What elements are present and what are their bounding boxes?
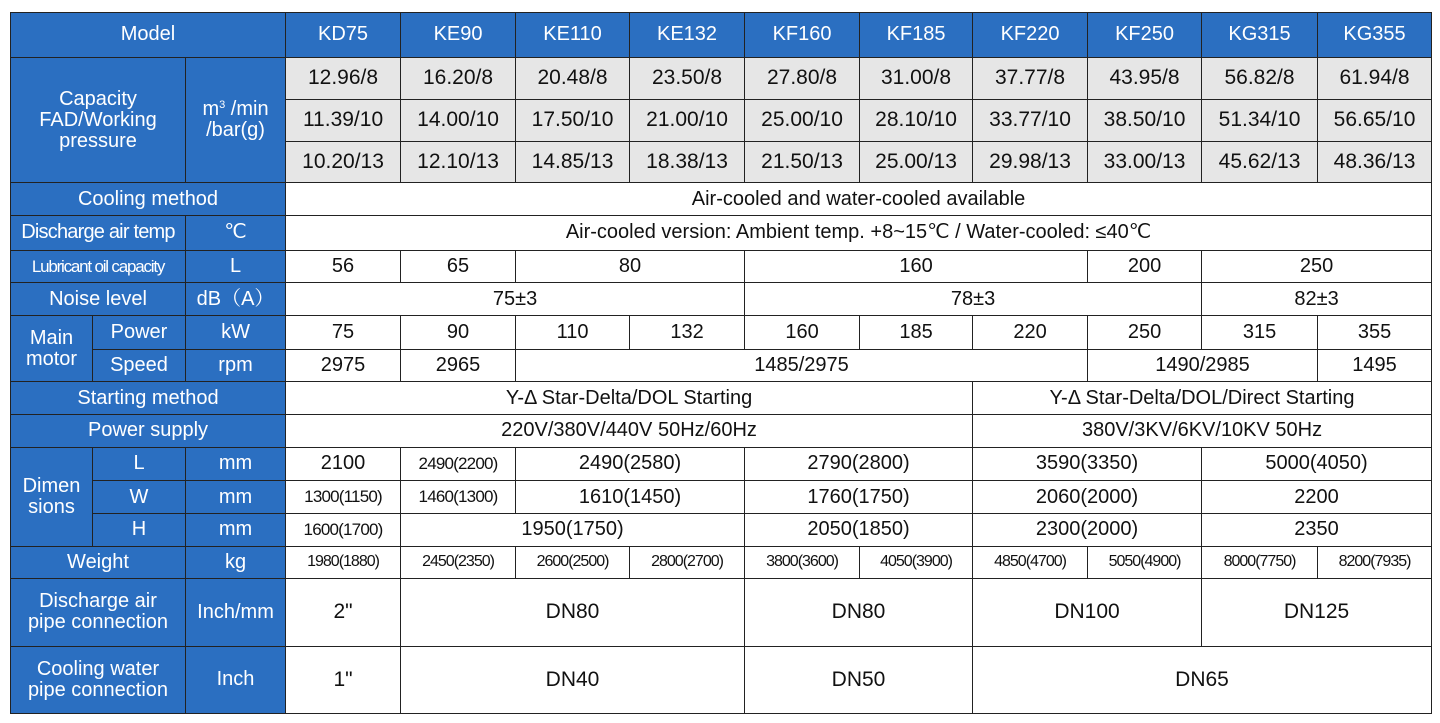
dimension-l-cell: 2790(2800)	[745, 447, 973, 481]
capacity-unit-line2: /bar(g)	[206, 119, 265, 142]
model-cell: KE132	[630, 13, 745, 58]
capacity-unit	[186, 57, 286, 182]
capacity-cell: 43.95/8	[1088, 57, 1202, 99]
dimension-w-cell: 2060(2000)	[973, 481, 1202, 514]
model-label: Model	[11, 13, 286, 58]
power-cell: 355	[1318, 315, 1432, 349]
capacity-cell: 12.96/8	[286, 57, 401, 99]
capacity-unit-m: m	[202, 98, 220, 121]
lubricant-cell: 80	[516, 250, 745, 283]
power-supply-row	[11, 414, 1432, 447]
dimension-h-cell: 1950(1750)	[401, 513, 745, 546]
capacity-cell: 12.10/13	[401, 141, 516, 183]
lubricant-unit: L	[186, 250, 286, 283]
capacity-cell: 38.50/10	[1088, 99, 1202, 141]
discharge-pipe-label	[11, 579, 186, 646]
dimension-l-cell: 2100	[286, 447, 401, 481]
starting-row	[11, 382, 1432, 415]
power-cell: 220	[973, 315, 1088, 349]
noise-label: Noise level	[11, 283, 186, 316]
dimension-l-cell: 2490(2200)	[401, 447, 516, 481]
noise-cell: 78±3	[745, 283, 1202, 316]
weight-cell: 8200(7935)	[1318, 546, 1432, 579]
dimension-w-row	[11, 481, 1432, 514]
weight-cell: 1980(1880)	[286, 546, 401, 579]
dimension-h-unit: mm	[186, 513, 286, 546]
cooling-method-row	[11, 183, 1432, 216]
dimension-w-cell: 1760(1750)	[745, 481, 973, 514]
speed-cell: 1490/2985	[1088, 349, 1318, 382]
model-cell: KF185	[860, 13, 973, 58]
lubricant-cell: 200	[1088, 250, 1202, 283]
capacity-label-line3: pressure	[59, 129, 137, 152]
discharge-pipe-cell: DN80	[401, 579, 745, 646]
capacity-label	[11, 57, 186, 182]
capacity-cell: 31.00/8	[860, 57, 973, 99]
dimension-l-cell: 5000(4050)	[1202, 447, 1432, 481]
model-cell: KE90	[401, 13, 516, 58]
model-cell: KE110	[516, 13, 630, 58]
model-cell: KD75	[286, 13, 401, 58]
cooling-pipe-cell: DN40	[401, 646, 745, 713]
weight-row	[11, 546, 1432, 579]
cooling-pipe-cell: 1"	[286, 646, 401, 713]
noise-cell: 82±3	[1202, 283, 1432, 316]
capacity-cell: 14.85/13	[516, 141, 630, 183]
lubricant-label: Lubricant oil capacity	[11, 250, 186, 283]
cooling-method-label: Cooling method	[11, 183, 286, 216]
discharge-temp-unit: ℃	[186, 216, 286, 251]
starting-label: Starting method	[11, 382, 286, 415]
capacity-cell: 21.00/10	[630, 99, 745, 141]
power-cell: 250	[1088, 315, 1202, 349]
noise-unit: dB（A）	[186, 283, 286, 316]
dimension-w-label: W	[93, 481, 186, 514]
capacity-cell: 56.82/8	[1202, 57, 1318, 99]
starting-cell: Y-Δ Star-Delta/DOL Starting	[286, 382, 973, 415]
capacity-cell: 10.20/13	[286, 141, 401, 183]
noise-cell: 75±3	[286, 283, 745, 316]
discharge-pipe-cell: DN125	[1202, 579, 1432, 646]
capacity-cell: 25.00/10	[745, 99, 860, 141]
dimension-l-cell: 3590(3350)	[973, 447, 1202, 481]
speed-label: Speed	[93, 349, 186, 382]
capacity-cell: 28.10/10	[860, 99, 973, 141]
power-cell: 132	[630, 315, 745, 349]
capacity-cell: 14.00/10	[401, 99, 516, 141]
discharge-pipe-unit: Inch/mm	[186, 579, 286, 646]
capacity-cell: 33.00/13	[1088, 141, 1202, 183]
main-motor-label-line1: Main	[29, 326, 74, 349]
discharge-pipe-label-line2: pipe connection	[27, 611, 169, 634]
weight-cell: 4850(4700)	[973, 546, 1088, 579]
cooling-pipe-label-line2: pipe connection	[27, 678, 169, 701]
speed-cell: 2965	[401, 349, 516, 382]
dimension-w-cell: 1460(1300)	[401, 481, 516, 514]
capacity-cell: 56.65/10	[1318, 99, 1432, 141]
dimension-w-cell: 1610(1450)	[516, 481, 745, 514]
dimension-l-unit: mm	[186, 447, 286, 481]
lubricant-cell: 250	[1202, 250, 1432, 283]
weight-cell: 2800(2700)	[630, 546, 745, 579]
model-cell: KG355	[1318, 13, 1432, 58]
motor-power-row	[11, 315, 1432, 349]
weight-cell: 2450(2350)	[401, 546, 516, 579]
capacity-cell: 17.50/10	[516, 99, 630, 141]
capacity-row	[11, 57, 1432, 99]
capacity-cell: 27.80/8	[745, 57, 860, 99]
speed-cell: 2975	[286, 349, 401, 382]
dimension-w-cell: 2200	[1202, 481, 1432, 514]
discharge-pipe-row	[11, 579, 1432, 646]
discharge-temp-value: Air-cooled version: Ambient temp. +8~15℃ / Water-cooled: ≤40℃	[286, 216, 1432, 251]
model-cell: KF250	[1088, 13, 1202, 58]
cooling-pipe-row	[11, 646, 1432, 713]
dimension-w-cell: 1300(1150)	[286, 481, 401, 514]
capacity-unit-rest: /min	[225, 98, 269, 121]
weight-cell: 4050(3900)	[860, 546, 973, 579]
capacity-cell: 20.48/8	[516, 57, 630, 99]
capacity-cell: 51.34/10	[1202, 99, 1318, 141]
cooling-pipe-label	[11, 646, 186, 713]
cooling-pipe-label-line1: Cooling water	[36, 657, 160, 680]
dimension-l-cell: 2490(2580)	[516, 447, 745, 481]
dimension-h-cell: 2300(2000)	[973, 513, 1202, 546]
power-cell: 90	[401, 315, 516, 349]
discharge-pipe-cell: DN80	[745, 579, 973, 646]
motor-speed-row	[11, 349, 1432, 382]
model-cell: KF160	[745, 13, 860, 58]
cooling-pipe-cell: DN65	[973, 646, 1432, 713]
capacity-label-line1: Capacity	[59, 87, 137, 110]
power-supply-label: Power supply	[11, 414, 286, 447]
lubricant-cell: 56	[286, 250, 401, 283]
capacity-cell: 29.98/13	[973, 141, 1088, 183]
dimension-h-row	[11, 513, 1432, 546]
capacity-cell: 45.62/13	[1202, 141, 1318, 183]
noise-row	[11, 283, 1432, 316]
capacity-label-line2: FAD/Working	[39, 108, 157, 131]
capacity-cell: 33.77/10	[973, 99, 1088, 141]
dimension-h-cell: 1600(1700)	[286, 513, 401, 546]
weight-cell: 5050(4900)	[1088, 546, 1202, 579]
discharge-pipe-cell: DN100	[973, 579, 1202, 646]
discharge-pipe-cell: 2"	[286, 579, 401, 646]
dimension-l-row	[11, 447, 1432, 481]
discharge-temp-label: Discharge air temp	[11, 216, 186, 251]
power-supply-cell: 380V/3KV/6KV/10KV 50Hz	[973, 414, 1432, 447]
lubricant-cell: 160	[745, 250, 1088, 283]
cooling-method-value: Air-cooled and water-cooled available	[286, 183, 1432, 216]
speed-cell: 1495	[1318, 349, 1432, 382]
weight-unit: kg	[186, 546, 286, 579]
capacity-cell: 48.36/13	[1318, 141, 1432, 183]
power-supply-cell: 220V/380V/440V 50Hz/60Hz	[286, 414, 973, 447]
dimensions-label-line1: Dimen	[22, 474, 81, 497]
speed-unit: rpm	[186, 349, 286, 382]
main-motor-label	[11, 315, 93, 381]
weight-cell: 8000(7750)	[1202, 546, 1318, 579]
weight-cell: 3800(3600)	[745, 546, 860, 579]
model-cell: KG315	[1202, 13, 1318, 58]
spec-table	[10, 12, 1432, 714]
dimension-w-unit: mm	[186, 481, 286, 514]
capacity-cell: 11.39/10	[286, 99, 401, 141]
model-header-row	[11, 13, 1432, 58]
discharge-temp-row	[11, 216, 1432, 251]
dimension-h-label: H	[93, 513, 186, 546]
lubricant-row	[11, 250, 1432, 283]
power-cell: 160	[745, 315, 860, 349]
main-motor-label-line2: motor	[25, 347, 78, 370]
speed-cell: 1485/2975	[516, 349, 1088, 382]
weight-label: Weight	[11, 546, 186, 579]
weight-cell: 2600(2500)	[516, 546, 630, 579]
power-cell: 110	[516, 315, 630, 349]
cooling-pipe-unit: Inch	[186, 646, 286, 713]
discharge-pipe-label-line1: Discharge air	[39, 590, 157, 613]
starting-cell: Y-Δ Star-Delta/DOL/Direct Starting	[973, 382, 1432, 415]
power-unit: kW	[186, 315, 286, 349]
capacity-unit-sup: 3	[219, 99, 226, 112]
capacity-cell: 18.38/13	[630, 141, 745, 183]
capacity-cell: 37.77/8	[973, 57, 1088, 99]
power-label: Power	[93, 315, 186, 349]
power-cell: 75	[286, 315, 401, 349]
dimension-h-cell: 2350	[1202, 513, 1432, 546]
power-cell: 185	[860, 315, 973, 349]
cooling-pipe-cell: DN50	[745, 646, 973, 713]
dimensions-label	[11, 447, 93, 546]
power-cell: 315	[1202, 315, 1318, 349]
capacity-cell: 61.94/8	[1318, 57, 1432, 99]
dimensions-label-line2: sions	[28, 495, 75, 518]
model-cell: KF220	[973, 13, 1088, 58]
capacity-cell: 23.50/8	[630, 57, 745, 99]
lubricant-cell: 65	[401, 250, 516, 283]
capacity-cell: 16.20/8	[401, 57, 516, 99]
capacity-cell: 25.00/13	[860, 141, 973, 183]
capacity-cell: 21.50/13	[745, 141, 860, 183]
dimension-l-label: L	[93, 447, 186, 481]
dimension-h-cell: 2050(1850)	[745, 513, 973, 546]
